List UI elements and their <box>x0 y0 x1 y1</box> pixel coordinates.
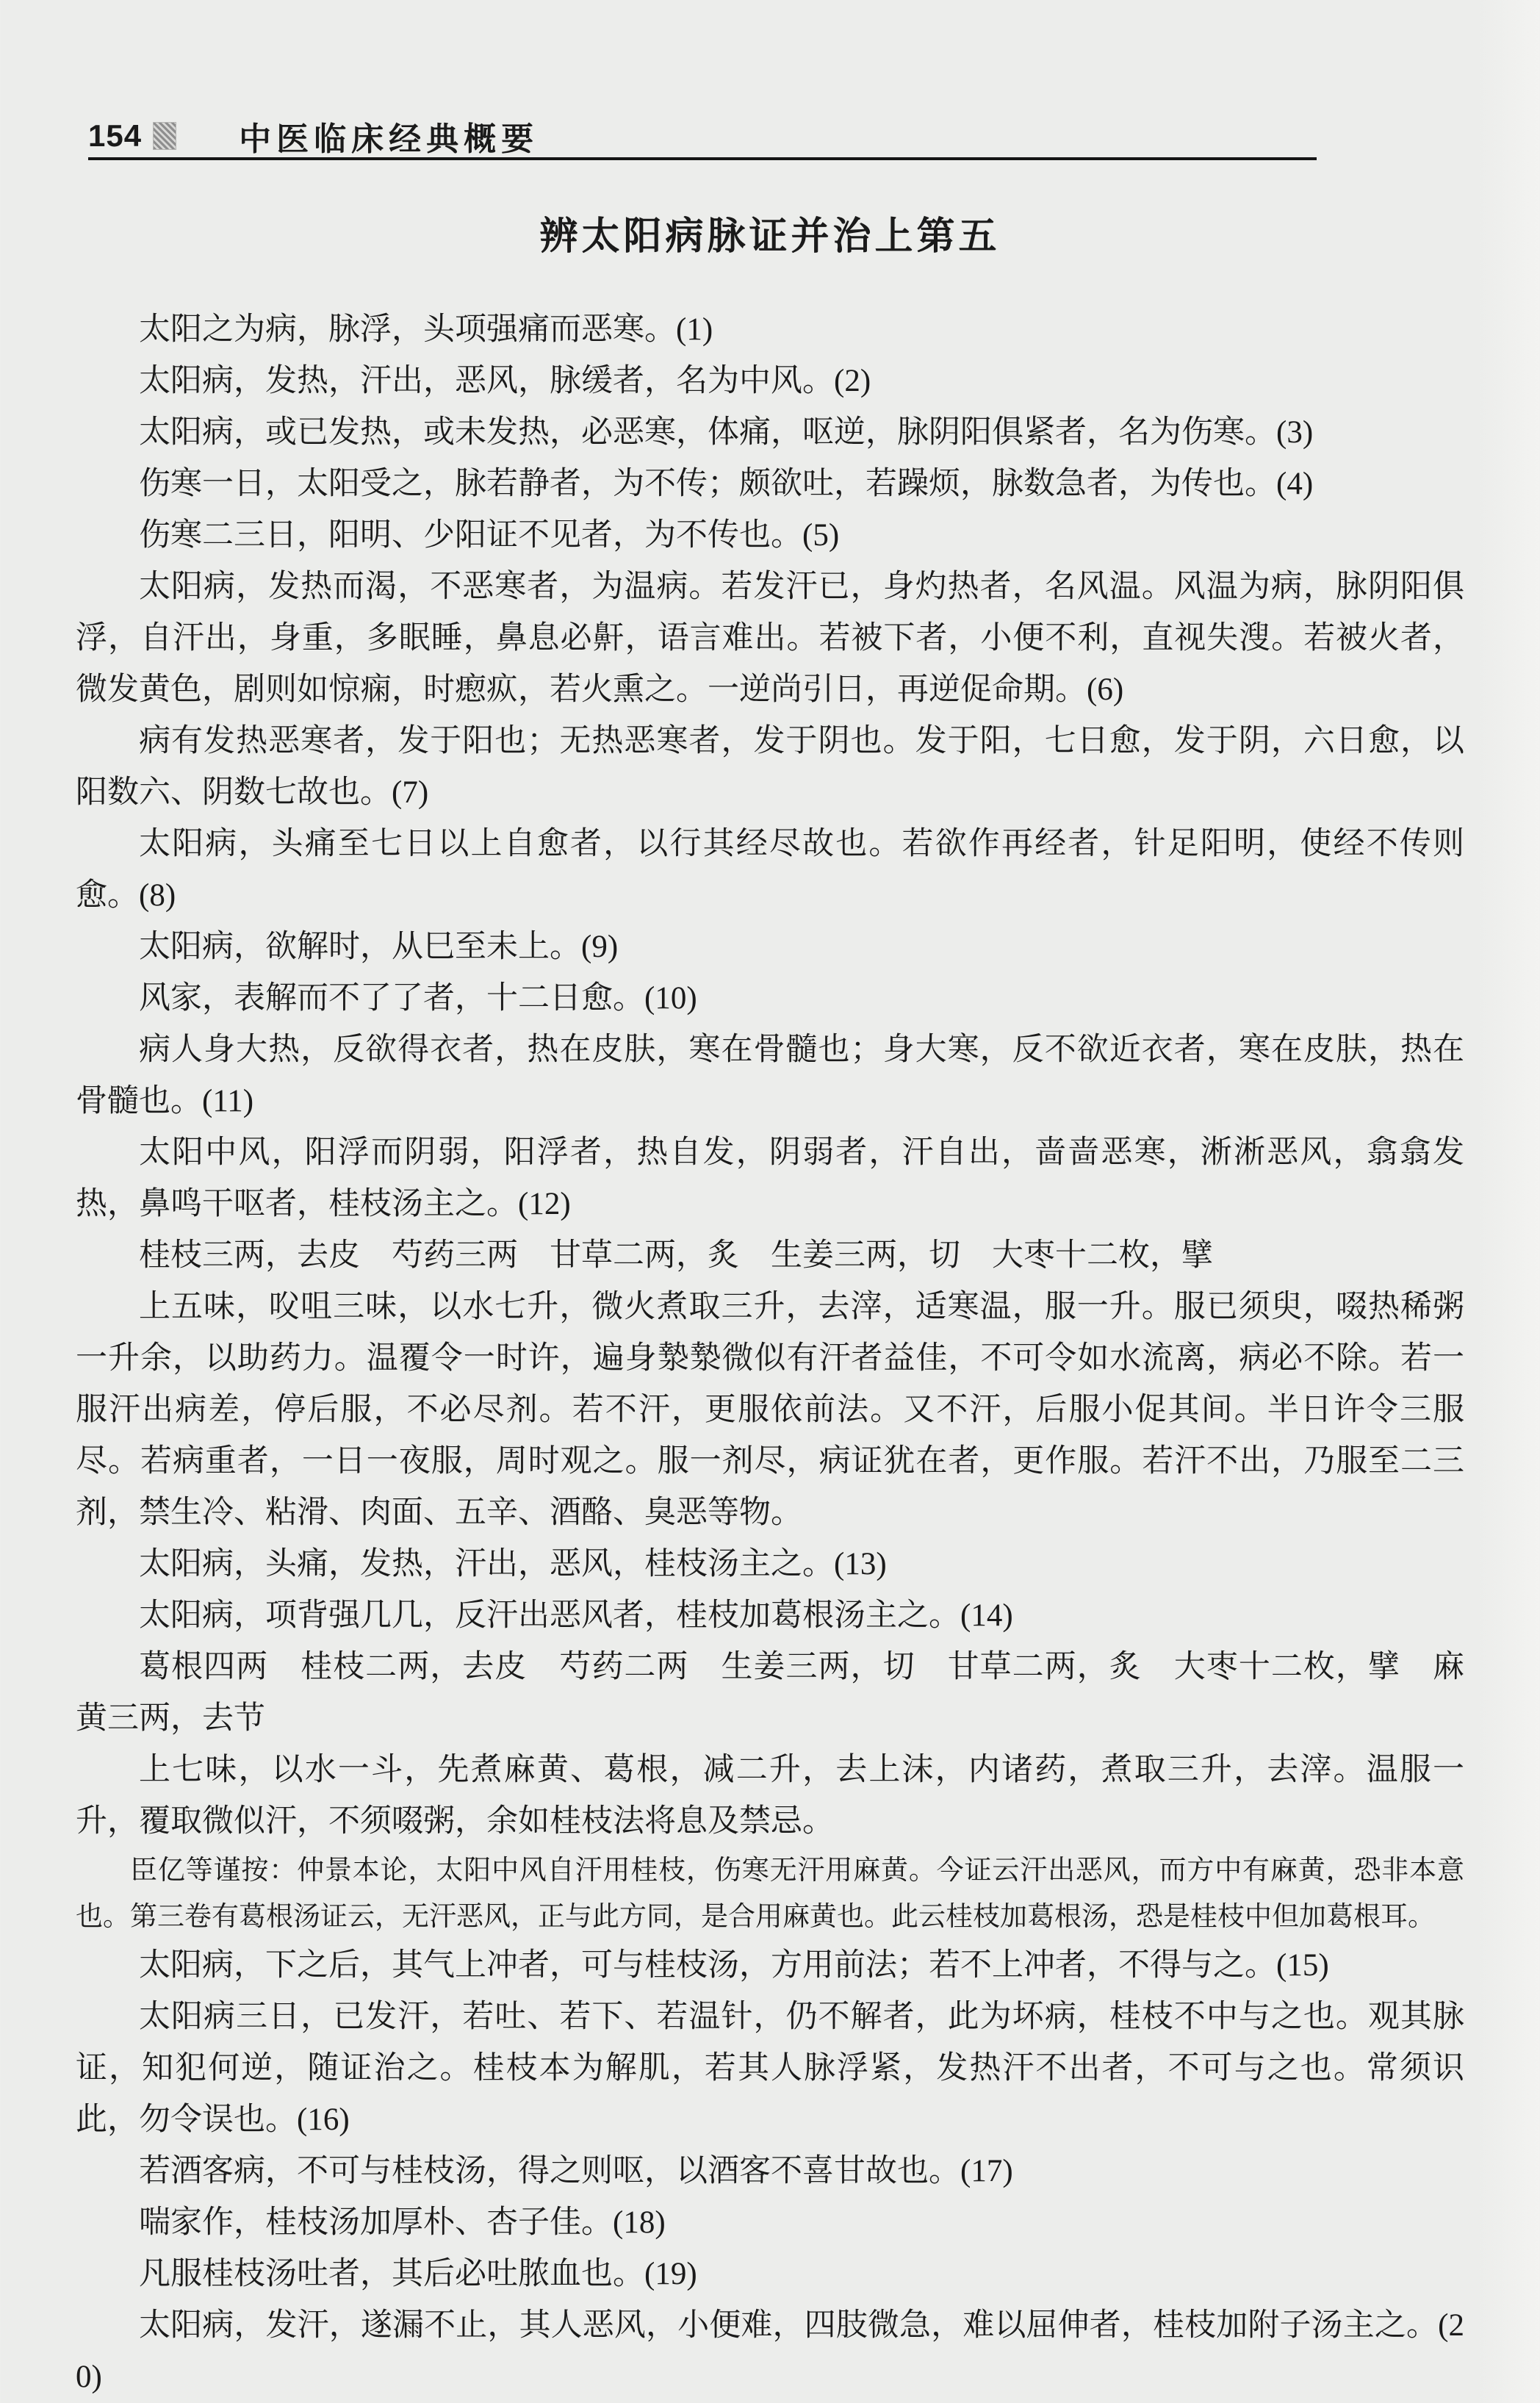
clause-7: 病有发热恶寒者，发于阳也；无热恶寒者，发于阴也。发于阳，七日愈，发于阴，六日愈，以阳数六、阴数七故也。(7) <box>76 724 1464 810</box>
chapter-title: 辨太阳病脉证并治上第五 <box>539 216 1001 258</box>
clause-1: 太阳之为病，脉浮，头项强痛而恶寒。(1) <box>139 312 713 347</box>
book-title: 中医临床经典概要 <box>239 121 539 157</box>
running-header <box>88 116 1452 156</box>
clause-18: 喘家作，桂枝汤加厚朴、杏子佳。(18) <box>139 2205 666 2240</box>
clause-3: 太阳病，或已发热，或未发热，必恶寒，体痛，呕逆，脉阴阳俱紧者，名为伤寒。(3) <box>139 415 1314 450</box>
clause-17: 若酒客病，不可与桂枝汤，得之则呕，以酒客不喜甘故也。(17) <box>139 2154 1013 2188</box>
editors-annotation: 臣亿等谨按：仲景本论，太阳中风自汗用桂枝，伤寒无汗用麻黄。今证云汗出恶风，而方中有麻黄，恐非本意也。第三卷有葛根汤证云，无汗恶风，正与此方同，是合用麻黄也。此云桂枝加葛根汤，恐是桂枝中但加葛根耳。 <box>76 1856 1464 1932</box>
clause-2: 太阳病，发热，汗出，恶风，脉缓者，名为中风。(2) <box>139 364 871 398</box>
recipe-gegen-method: 上七味，以水一斗，先煮麻黄、葛根，减二升，去上沫，内诸药，煮取三升，去滓。温服一升，覆取微似汗，不须啜粥，余如桂枝法将息及禁忌。 <box>76 1753 1464 1839</box>
clause-5: 伤寒二三日，阳明、少阳证不见者，为不传也。(5) <box>139 518 840 553</box>
page-number: 154 <box>88 118 143 153</box>
recipe-guizhi-method: 上五味，㕮咀三味，以水七升，微火煮取三升，去滓，适寒温，服一升。服已须臾，啜热稀粥一升余，以助药力。温覆令一时许，遍身漐漐微似有汗者益佳，不可令如水流离，病必不除。若一服汗出病差，停后服，不必尽剂。若不汗，更服依前法。又不汗，后服小促其间。半日许令三服尽。若病重者，一日一夜服，周时观之。服一剂尽，病证犹在者，更作服。若汗不出，乃服至二三剂，禁生冷、粘滑、肉面、五辛、酒酪、臭恶等物。 <box>76 1290 1464 1530</box>
clause-6: 太阳病，发热而渴，不恶寒者，为温病。若发汗已，身灼热者，名风温。风温为病，脉阴阳俱浮，自汗出，身重，多眠睡，鼻息必鼾，语言难出。若被下者，小便不利，直视失溲。若被火者，微发黄色，剧则如惊痫，时瘛疭，若火熏之。一逆尚引日，再逆促命期。(6) <box>76 570 1464 707</box>
clause-9: 太阳病，欲解时，从巳至未上。(9) <box>139 930 619 964</box>
clause-15: 太阳病，下之后，其气上冲者，可与桂枝汤，方用前法；若不上冲者，不得与之。(15) <box>139 1948 1329 1983</box>
clause-8: 太阳病，头痛至七日以上自愈者，以行其经尽故也。若欲作再经者，针足阳明，使经不传则愈。(8) <box>76 827 1464 913</box>
clause-10: 风家，表解而不了了者，十二日愈。(10) <box>139 981 697 1016</box>
page-body <box>76 212 1464 2403</box>
clause-16: 太阳病三日，已发汗，若吐、若下、若温针，仍不解者，此为坏病，桂枝不中与之也。观其脉证，知犯何逆，随证治之。桂枝本为解肌，若其人脉浮紧，发热汗不出者，不可与之也。常须识此，勿令误也。(16) <box>76 2000 1464 2137</box>
clause-13: 太阳病，头痛，发热，汗出，恶风，桂枝汤主之。(13) <box>139 1547 887 1581</box>
clause-20: 太阳病，发汗，遂漏不止，其人恶风，小便难，四肢微急，难以屈伸者，桂枝加附子汤主之。(20) <box>76 2308 1464 2394</box>
header-divider <box>88 157 1317 160</box>
clause-4: 伤寒一日，太阳受之，脉若静者，为不传；颇欲吐，若躁烦，脉数急者，为传也。(4) <box>139 467 1314 501</box>
recipe-guizhi-ingredients: 桂枝三两，去皮 芍药三两 甘草二两，炙 生姜三两，切 大枣十二枚，擘 <box>139 1238 1213 1273</box>
clause-19: 凡服桂枝汤吐者，其后必吐脓血也。(19) <box>139 2257 697 2291</box>
clause-12: 太阳中风，阳浮而阴弱，阳浮者，热自发，阴弱者，汗自出，啬啬恶寒，淅淅恶风，翕翕发热，鼻鸣干呕者，桂枝汤主之。(12) <box>76 1135 1464 1221</box>
halftone-square-icon <box>154 123 176 149</box>
clause-14: 太阳病，项背强几几，反汗出恶风者，桂枝加葛根汤主之。(14) <box>139 1598 1013 1633</box>
recipe-gegen-ingredients: 葛根四两 桂枝二两，去皮 芍药二两 生姜三两，切 甘草二两，炙 大枣十二枚，擘 麻黄三两，去节 <box>76 1650 1464 1736</box>
clause-11: 病人身大热，反欲得衣者，热在皮肤，寒在骨髓也；身大寒，反不欲近衣者，寒在皮肤，热在骨髓也。(11) <box>76 1032 1464 1118</box>
